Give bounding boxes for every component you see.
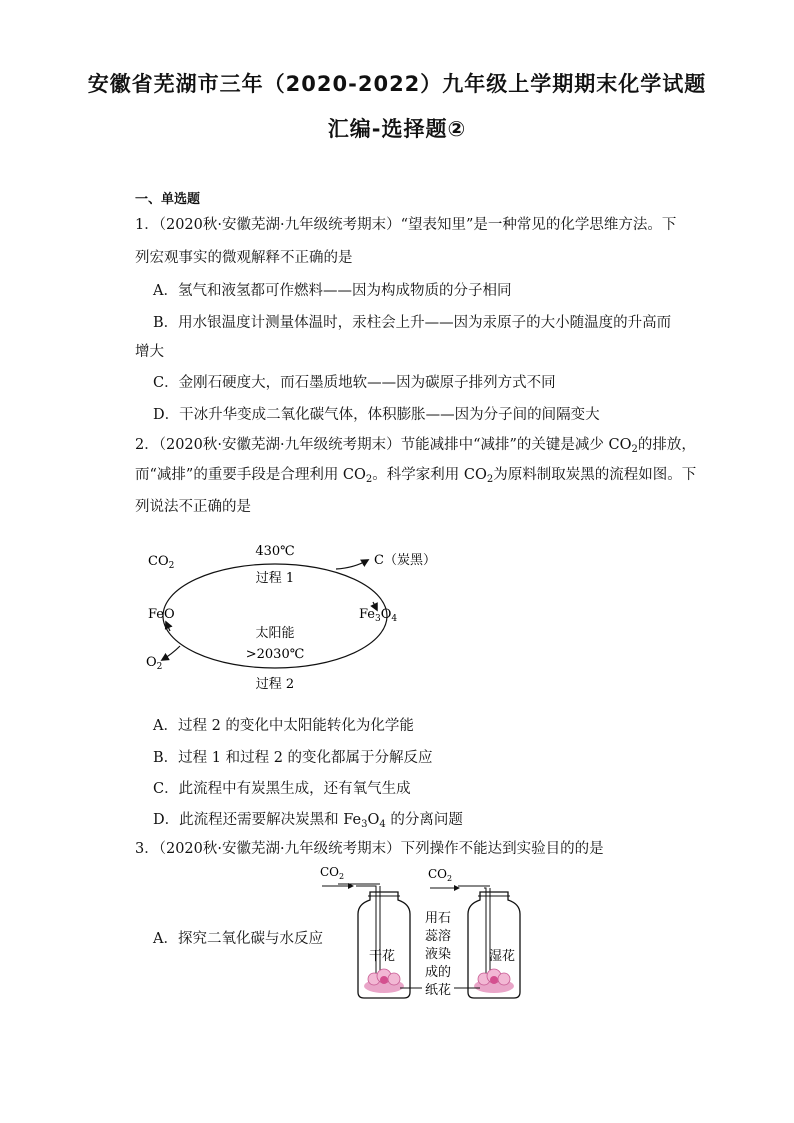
- q2-option-c: C．此流程中有炭黑生成，还有氧气生成: [153, 781, 411, 797]
- paper-flower-label: [425, 911, 451, 998]
- q3-option-a: A．探究二氧化碳与水反应: [153, 931, 323, 947]
- svg-text:成的: 成的: [424, 965, 452, 980]
- doc-title-line1: 安徽省芜湖市三年（2020-2022）九年级上学期期末化学试题: [87, 72, 707, 96]
- carbon-output-arrow: [336, 560, 368, 569]
- label-co2: [148, 554, 174, 571]
- q2-stem-line2: 而“减排”的重要手段是合理利用 $CO_2$。科学家利用 $CO_2$为原料制取炭黑的流程如图。下: [135, 467, 697, 485]
- svg-text:用石: 用石: [424, 911, 452, 926]
- svg-text:CO2: $CO_2$: [148, 554, 175, 571]
- q3-stem: 3．（2020秋·安徽芜湖·九年级统考期末）下列操作不能达到实验目的的是: [135, 841, 604, 857]
- q2-option-a: A．过程 2 的变化中太阳能转化为化学能: [153, 718, 414, 734]
- q2-stem-line1: 2．（2020秋·安徽芜湖·九年级统考期末）节能减排中“减排”的关键是减少 $CO_2$的排放，: [135, 437, 696, 455]
- label-carbon-black: C（炭黑）: [374, 553, 436, 568]
- dry-flower-label: 干花: [368, 949, 396, 964]
- q1-stem-line1: 1．（2020秋·安徽芜湖·九年级统考期末）“望表知里”是一种常见的化学思维方法。下: [135, 217, 677, 233]
- q2-option-b: B．过程 1 和过程 2 的变化都属于分解反应: [153, 750, 433, 766]
- label-o2: [146, 655, 162, 672]
- q2-stem-line3: 列说法不正确的是: [135, 499, 251, 515]
- label-feo: FeO: [148, 607, 175, 622]
- label-solar: 太阳能: [255, 626, 295, 641]
- carbon-black-flow-diagram: [140, 538, 436, 698]
- co2-label-left: [320, 865, 344, 881]
- label-process1: 过程 1: [255, 571, 295, 586]
- q1-option-d: D．干冰升华变成二氧化碳气体，体积膨胀——因为分子间的间隔变大: [153, 407, 600, 423]
- label-temp-430: 430℃: [255, 544, 295, 559]
- q1-option-b-line2: 增大: [135, 344, 164, 360]
- svg-text:纸花: 纸花: [424, 983, 452, 998]
- doc-title-line2: 汇编-选择题②: [327, 117, 467, 141]
- q1-stem-line2: 列宏观事实的微观解释不正确的是: [135, 250, 353, 266]
- label-temp-2030: >2030℃: [245, 647, 305, 662]
- label-process2: 过程 2: [255, 677, 295, 692]
- section-heading: 一、单选题: [135, 192, 201, 207]
- q1-option-b-line1: B．用水银温度计测量体温时，汞柱会上升——因为汞原子的大小随温度的升高而: [153, 315, 672, 331]
- q1-option-c: C．金刚石硬度大，而石墨质地软——因为碳原子排列方式不同: [153, 375, 556, 391]
- co2-label-right: [428, 867, 452, 883]
- svg-text:CO2: $CO_2$: [428, 867, 453, 883]
- wet-flower-label: 湿花: [488, 949, 516, 964]
- q2-option-d: D．此流程还需要解决炭黑和 $Fe_3O_4$ 的分离问题: [153, 812, 463, 830]
- svg-text:液染: 液染: [424, 947, 452, 962]
- svg-text:蕊溶: 蕊溶: [424, 929, 452, 944]
- co2-bottle-experiment-figure: [318, 860, 548, 1010]
- svg-text:CO2: $CO_2$: [320, 865, 345, 881]
- svg-text:O2: $O_2$: [146, 655, 163, 672]
- label-fe3o4: [359, 607, 397, 624]
- q1-option-a: A．氢气和液氢都可作燃料——因为构成物质的分子相同: [153, 283, 512, 299]
- svg-text:Fe3O4: $Fe_3O_4$: [359, 607, 398, 624]
- oxygen-output-arrow: [162, 646, 180, 660]
